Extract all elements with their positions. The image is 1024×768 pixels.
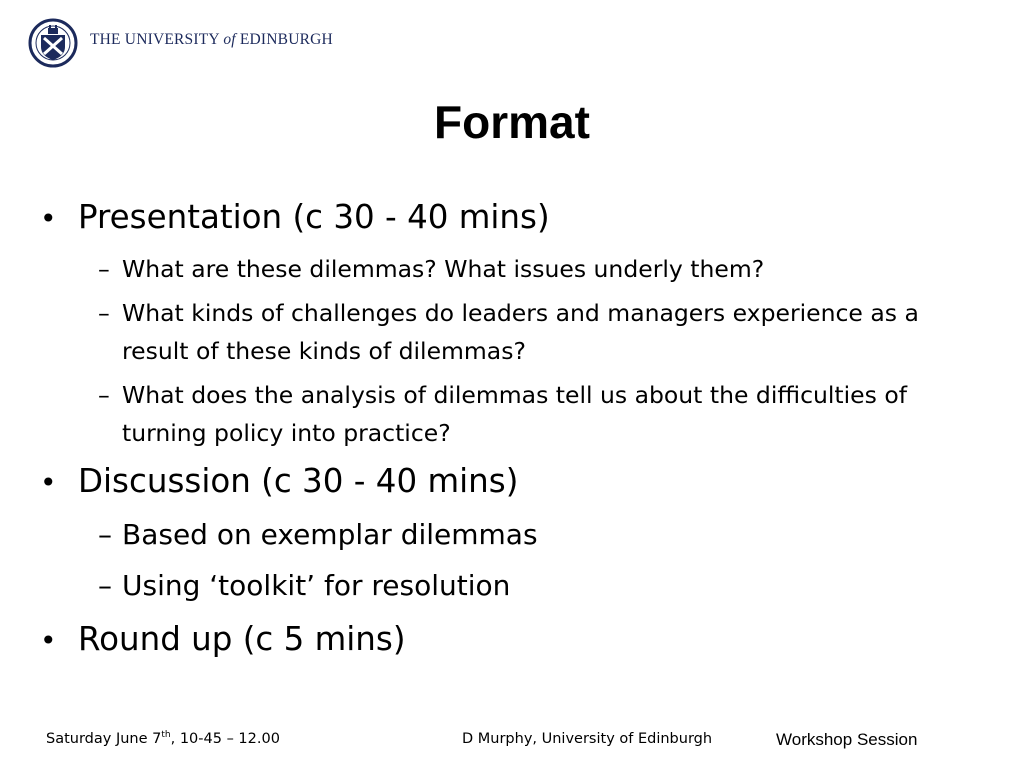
sub-bullet-text: Based on exemplar dilemmas xyxy=(122,518,538,551)
sub-bullet-text: Using ‘toolkit’ for resolution xyxy=(122,569,511,602)
bullet-dot: • xyxy=(40,624,57,657)
bullet-label: Discussion (c 30 - 40 mins) xyxy=(78,462,519,500)
slide-title: Format xyxy=(434,96,590,148)
footer-date-suffix: , 10-45 – 12.00 xyxy=(170,731,280,747)
sub-bullet-item xyxy=(98,376,970,452)
sub-bullet-text: What does the analysis of dilemmas tell us about the difficulties of turning policy into practice? xyxy=(122,381,907,447)
footer-session: Workshop Session xyxy=(776,730,918,749)
bullet-label: Round up (c 5 mins) xyxy=(78,620,406,658)
sub-bullet-item xyxy=(98,562,970,610)
wordmark-of: of xyxy=(223,31,236,48)
university-logo xyxy=(28,16,333,72)
university-wordmark xyxy=(90,31,333,49)
bullet-item xyxy=(40,192,970,244)
bullet-dot: • xyxy=(40,202,57,235)
wordmark-suffix: EDINBURGH xyxy=(239,31,333,48)
bullet-dot: • xyxy=(40,466,57,499)
sub-bullet-text: What are these dilemmas? What issues underly them? xyxy=(122,255,765,283)
slide-content xyxy=(40,192,970,666)
sub-bullet-dash: – xyxy=(98,299,110,327)
sub-bullet-item xyxy=(98,250,970,288)
sub-bullet-dash: – xyxy=(98,518,112,551)
footer-date xyxy=(46,731,280,747)
bullet-item xyxy=(40,614,970,666)
wordmark-prefix: THE UNIVERSITY xyxy=(90,31,220,48)
bullet-label: Presentation (c 30 - 40 mins) xyxy=(78,198,550,236)
university-crest-icon xyxy=(28,16,78,72)
sub-bullet-item xyxy=(98,511,970,559)
sub-bullet-dash: – xyxy=(98,255,110,283)
sub-bullet-dash: – xyxy=(98,381,110,409)
footer-author: D Murphy, University of Edinburgh xyxy=(462,731,713,747)
sub-bullet-text: What kinds of challenges do leaders and managers experience as a result of these kinds of dilemmas? xyxy=(122,299,919,365)
footer-date-prefix: Saturday June 7 xyxy=(46,731,162,747)
sub-bullet-item xyxy=(98,294,970,370)
footer-date-sup: th xyxy=(161,730,171,741)
bullet-item xyxy=(40,456,970,508)
sub-bullet-dash: – xyxy=(98,569,112,602)
